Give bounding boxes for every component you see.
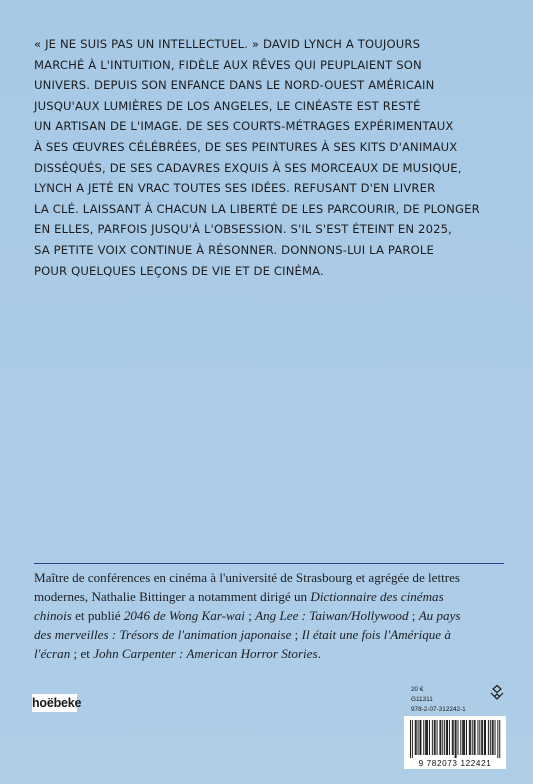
barcode-bar xyxy=(435,720,436,755)
bio-text: . xyxy=(317,646,321,661)
barcode-bar xyxy=(469,720,470,755)
book-title: Dictionnaire des cinémas xyxy=(310,589,444,604)
barcode-bar xyxy=(463,720,464,755)
book-title: chinois xyxy=(34,608,72,623)
barcode-bar xyxy=(432,720,433,755)
price-block xyxy=(411,685,466,715)
barcode-bar xyxy=(458,720,459,755)
book-title: Au pays xyxy=(418,608,461,623)
barcode-bar xyxy=(490,720,491,755)
barcode-bar xyxy=(434,720,435,755)
barcode-bar xyxy=(495,720,496,755)
barcode-bar xyxy=(485,720,486,755)
barcode-bar xyxy=(452,720,453,755)
barcode-digits: 9 782073 122421 xyxy=(418,759,492,768)
book-title: l'écran xyxy=(34,646,71,661)
barcode-bar xyxy=(437,720,438,755)
bio-text: ; xyxy=(291,627,302,642)
barcode-bar xyxy=(423,720,424,755)
barcode-bar xyxy=(497,720,498,758)
barcode-bar xyxy=(415,720,416,755)
book-title: 2046 de Wong Kar-wai xyxy=(123,608,245,623)
bio-text: ; xyxy=(408,608,419,623)
author-bio xyxy=(34,568,506,663)
price: 20 € xyxy=(411,686,424,693)
barcode-bar xyxy=(492,720,493,755)
barcode-bar xyxy=(474,720,475,755)
publisher-logo: hoëbeke xyxy=(32,696,82,710)
blurb-text: « JE NE SUIS PAS UN INTELLECTUEL. » DAVID LYNCH A TOUJOURS MARCHÉ À L'INTUITION, FIDÈLE AUX RÊVES QUI PEUPLAIENT SON UNIVERS. DEPUIS SON ENFANCE DANS LE NORD-OUEST AMÉRICAIN JUSQU'AUX LUMIÈRES DE LOS ANGELES, LE CINÉASTE EST RESTÉ UN ARTISAN DE L'IMAGE. DE SES COURTS-MÉTRAGES EXPÉRIMENTAUX À SES ŒUVRES CÉLÉBRÉES, DE SES PEINTURES À SES KITS D'ANIMAUX DISSÉQUÉS, DE SES CADAVRES EXQUIS À SES MORCEAUX DE MUSIQUE, LYNCH A JETÉ EN VRAC TOUTES SES IDÉES. REFUSANT D'EN LIVRER LA CLÉ. LAISSANT À CHACUN LA LIBERTÉ DE LES PARCOURIR, DE PLONGER EN ELLES, PARFOIS JUSQU'À L'OBSESSION. S'IL S'EST ÉTEINT EN 2025, SA PETITE VOIX CONTINUE À RÉSONNER. DONNONS-LUI LA PAROLE POUR QUELQUES LEÇONS DE VIE ET DE CINÉMA. xyxy=(34,37,480,278)
barcode-bar xyxy=(429,720,430,755)
barcode-bar xyxy=(499,720,500,758)
barcode-bar xyxy=(482,720,483,755)
barcode-bar xyxy=(472,720,473,755)
barcode-bar xyxy=(412,720,413,758)
barcode-bar xyxy=(427,720,428,755)
barcode-bars xyxy=(404,716,506,760)
barcode-bar xyxy=(493,720,494,755)
barcode-bar xyxy=(481,720,482,755)
book-title: John Carpenter : American Horror Stories xyxy=(93,646,318,661)
barcode-bar xyxy=(442,720,443,755)
barcode-bar xyxy=(449,720,450,755)
barcode-bar xyxy=(439,720,440,755)
barcode-bar xyxy=(426,720,427,755)
barcode-bar xyxy=(425,720,426,755)
barcode-bar xyxy=(418,720,419,755)
barcode-bar xyxy=(455,720,456,758)
barcode-bar xyxy=(410,720,411,758)
bio-text: ; xyxy=(244,608,256,623)
barcode-bar xyxy=(444,720,445,755)
barcode-bar xyxy=(420,720,421,755)
barcode-bar xyxy=(456,720,457,758)
barcode-bar xyxy=(420,720,421,755)
bio-text: modernes, Nathalie Bittinger a notamment dirigé un xyxy=(34,589,311,604)
barcode-bar xyxy=(488,720,489,755)
bio-line-1: Maître de conférences en cinéma à l'université de Strasbourg et agrégée de lettres xyxy=(34,570,461,585)
barcode xyxy=(404,716,506,769)
barcode-bar xyxy=(462,720,463,755)
bio-text: ; et xyxy=(70,646,94,661)
barcode-bar xyxy=(447,720,448,755)
product-code: G11311 xyxy=(411,696,433,703)
barcode-bar xyxy=(484,720,485,755)
barcode-bar xyxy=(453,720,454,755)
barcode-bar xyxy=(470,720,471,755)
book-title: Ang Lee : Taiwan/Hollywood xyxy=(255,608,409,623)
barcode-bar xyxy=(416,720,417,755)
divider-rule xyxy=(34,563,504,564)
publisher-knot-icon xyxy=(489,684,505,700)
barcode-bar xyxy=(440,720,441,755)
barcode-bar xyxy=(464,720,465,755)
isbn: 978-2-07-312242-1 xyxy=(411,706,466,713)
barcode-bar xyxy=(477,720,478,755)
barcode-bar xyxy=(466,720,467,755)
book-title: des merveilles : Trésors de l'animation japonaise xyxy=(34,627,292,642)
book-title: Il était une fois l'Amérique à xyxy=(301,627,451,642)
barcode-bar xyxy=(475,720,476,755)
barcode-bar xyxy=(460,720,461,755)
barcode-bar xyxy=(446,720,447,755)
barcode-bar xyxy=(479,720,480,755)
bio-text: et publié xyxy=(71,608,124,623)
